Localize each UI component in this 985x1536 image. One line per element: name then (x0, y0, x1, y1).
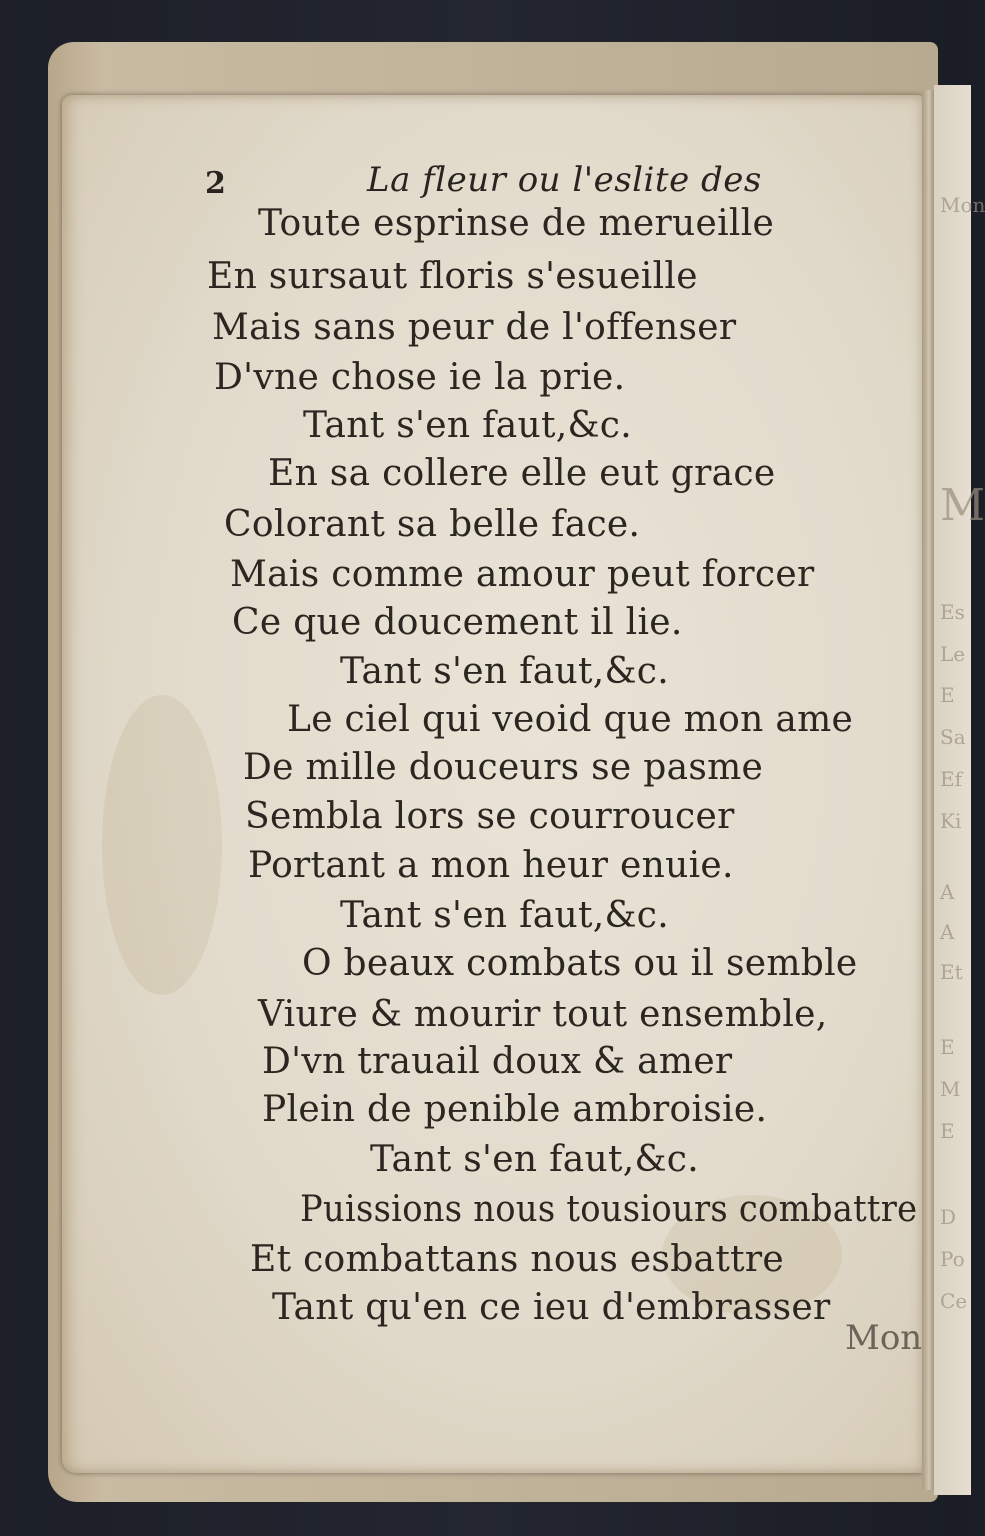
facing-fragment: E (940, 683, 955, 707)
facing-page (934, 85, 985, 1495)
refrain-line: Tant s'en faut,&c. (370, 1139, 700, 1180)
verse-line: Mais comme amour peut forcer (230, 554, 815, 595)
verse-line: Tant qu'en ce ieu d'embrasser (272, 1287, 831, 1328)
verse-line: Puissions nous tousiours combattre (300, 1189, 918, 1230)
foxing-stain (102, 695, 222, 995)
facing-fragment: A (940, 880, 955, 904)
verse-line: Viure & mourir tout ensemble, (258, 994, 828, 1035)
verse-line: En sa collere elle eut grace (268, 453, 776, 494)
facing-fragment: Ef (940, 767, 963, 791)
refrain-line: Tant s'en faut,&c. (340, 651, 670, 692)
verse-line: D'vn trauail doux & amer (262, 1041, 733, 1082)
facing-fragment: M (940, 1077, 961, 1101)
verse-line: De mille douceurs se pasme (243, 747, 764, 788)
facing-fragment: E (940, 1119, 955, 1143)
verse-line: En sursaut floris s'esueille (207, 256, 698, 297)
verse-line: Mais sans peur de l'offenser (212, 307, 737, 348)
refrain-line: Tant s'en faut,&c. (340, 895, 670, 936)
verse-line: Plein de penible ambroisie. (262, 1089, 768, 1130)
facing-fragment: Po (940, 1247, 965, 1271)
facing-fragment: Sa (940, 725, 966, 749)
verse-line: Colorant sa belle face. (224, 504, 641, 545)
verse-line: Et combattans nous esbattre (250, 1239, 784, 1280)
facing-fragment: E (940, 1035, 955, 1059)
facing-fragment: Ce (940, 1289, 968, 1313)
verse-line: Toute esprinse de merueille (258, 203, 775, 244)
facing-fragment: Le (940, 642, 966, 666)
facing-fragment: Ki (940, 809, 962, 833)
facing-fragment: Es (940, 600, 965, 624)
verse-line: Sembla lors se courroucer (245, 796, 735, 837)
catchword: Mon (845, 1318, 923, 1358)
facing-fragment: Et (940, 960, 963, 984)
facing-fragment: M (940, 480, 985, 531)
verse-line: Ce que doucement il lie. (232, 602, 683, 643)
facing-fragment: D (940, 1205, 957, 1229)
page-number: 2 (205, 166, 226, 201)
facing-fragment: Mon (940, 193, 985, 217)
running-title: La fleur ou l'eslite des (367, 160, 762, 200)
refrain-line: Tant s'en faut,&c. (303, 405, 633, 446)
verse-line: D'vne chose ie la prie. (214, 357, 626, 398)
verse-line: Portant a mon heur enuie. (248, 845, 734, 886)
verse-line: Le ciel qui veoid que mon ame (287, 699, 854, 740)
verse-line: O beaux combats ou il semble (302, 943, 858, 984)
running-header (205, 160, 765, 204)
facing-fragment: A (940, 920, 955, 944)
